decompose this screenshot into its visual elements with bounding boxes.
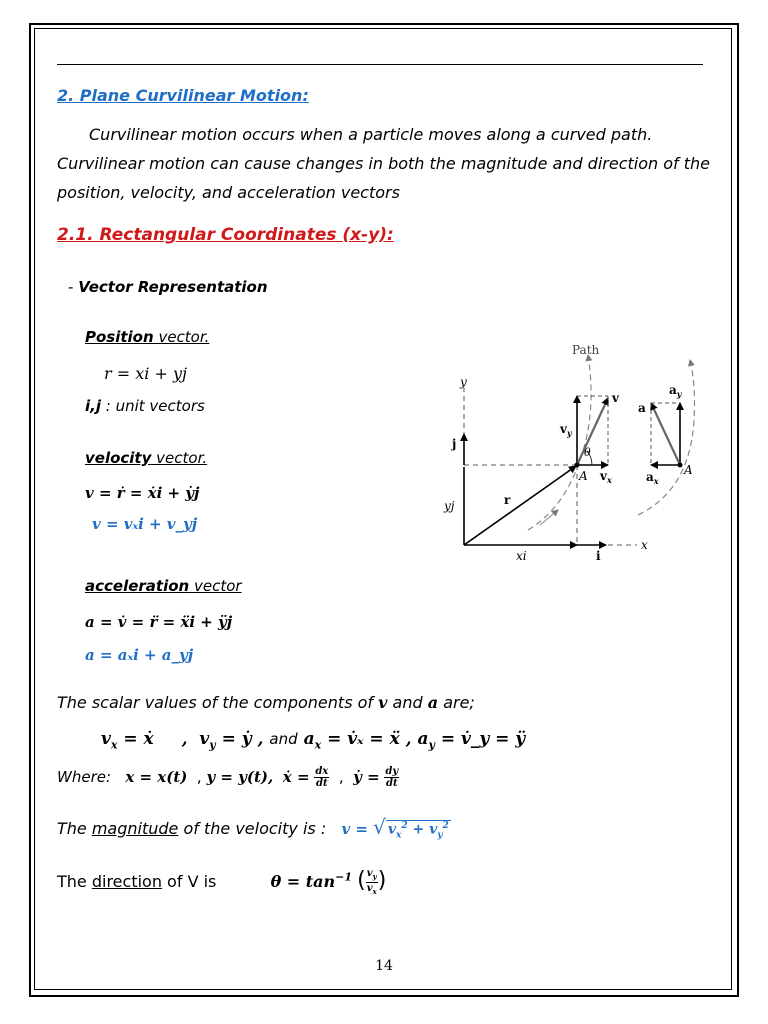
paragraph-line-1: Curvilinear motion occurs when a particle moves along a curved path. [89, 125, 653, 144]
position-vector-word: vector. [153, 328, 210, 346]
sqrt-expression: $v_x^2 + v_y^2$ [387, 821, 449, 841]
section-heading: 2. Plane Curvilinear Motion: [57, 86, 309, 105]
xi-label: xi [516, 549, 527, 563]
vy-vx-fraction [366, 868, 378, 897]
x-of-t: x = x(t) [125, 768, 188, 786]
j-label: j [452, 437, 457, 451]
x-axis-label: x [641, 538, 648, 552]
direction-line [57, 868, 386, 897]
magnitude-v-eq: v = [341, 820, 368, 838]
a-point-label-2: A [684, 463, 693, 477]
xdot-eq: ẋ = [282, 768, 310, 786]
position-label [85, 328, 209, 346]
r-vector [464, 466, 576, 545]
intro-paragraph [57, 120, 717, 207]
unit-vectors-text: : unit vectors [100, 397, 205, 415]
dx-numerator: dx [315, 766, 329, 777]
y-of-t: y = y(t), [206, 768, 274, 786]
scalar-and: and [392, 693, 423, 712]
curvilinear-motion-figure [440, 330, 730, 565]
ay-equation: = v̇_y = ÿ [440, 729, 526, 749]
path-curve [528, 355, 591, 530]
inverse-exponent: −1 [335, 870, 353, 884]
vy-numerator: $v_y$ [366, 868, 377, 881]
direction-equation: θ = tan [270, 872, 336, 891]
ay-label: $a_y$ [669, 383, 682, 399]
scalar-are: are; [443, 693, 475, 712]
point-a-2 [678, 463, 683, 468]
v-label: v [612, 391, 619, 405]
vector-representation-title: Vector Representation [78, 278, 268, 296]
dy-dt-fraction [384, 766, 399, 789]
y-axis-label: y [460, 375, 467, 389]
bullet: - [68, 278, 74, 296]
paren-open: ( [357, 868, 366, 893]
theta-label: θ [584, 446, 591, 459]
direction-post: of V is [161, 872, 217, 891]
header-rule [57, 64, 703, 65]
unit-vectors-symbol: i,j [85, 397, 101, 415]
velocity-word: velocity [85, 449, 152, 467]
paragraph-line-3: position, velocity, and acceleration vectors [57, 183, 400, 202]
magnitude-line [57, 815, 451, 841]
ax-equation: = v̇ₓ = ẍ [327, 729, 400, 749]
components-equations: $v_x$ = ẋ , $v_y$ = ẏ , and $a_x$ = v̇ₓ = ẍ , $a_y$ = v̇_y = ÿ [101, 729, 526, 752]
subsection-heading: 2.1. Rectangular Coordinates (x-y): [57, 225, 394, 245]
dy-denominator: dt [386, 778, 398, 789]
position-equation: r = xi + yj [104, 364, 187, 383]
a-label: a [638, 401, 646, 415]
path-label: Path [572, 343, 600, 357]
direction-pre: The [57, 872, 92, 891]
point-a [575, 463, 580, 468]
vy-symbol: $v_y$ [199, 729, 216, 752]
dx-dt-fraction [314, 766, 329, 789]
magnitude-post: of the velocity is : [178, 819, 327, 838]
acceleration-vector-word: vector [189, 577, 242, 595]
vector-representation [68, 278, 268, 296]
vx-symbol: $v_x$ [101, 729, 118, 752]
a-vector [651, 403, 680, 465]
scalar-intro-text: The scalar values of the components of [57, 693, 374, 712]
ax-symbol: $a_x$ [303, 729, 322, 752]
page-number: 14 [375, 958, 393, 974]
ay-symbol: $a_y$ [417, 729, 435, 752]
scalar-v-symbol: v [378, 693, 388, 712]
vy-label: $v_y$ [560, 422, 572, 438]
acceleration-equation: a = v̇ = r̈ = ẍi + ÿj [85, 613, 233, 631]
scalar-a-symbol: a [427, 693, 439, 712]
dy-numerator: dy [385, 766, 399, 777]
ax-label: $a_x$ [646, 470, 659, 486]
where-line: Where: x = x(t) , y = y(t), ẋ = $\frac{dx}{dt}$ , ẏ = $\frac{dy}{dt}$ [57, 766, 399, 789]
v-vector [577, 398, 608, 465]
direction-word: direction [91, 872, 162, 891]
paragraph-line-2: Curvilinear motion can cause changes in both the magnitude and direction of the [57, 154, 710, 173]
magnitude-pre: The [57, 819, 92, 838]
vx-denominator: $v_x$ [366, 883, 377, 896]
velocity-equation: v = ṙ = ẋi + ẏj [85, 484, 200, 502]
ydot-eq: ẏ = [353, 768, 380, 786]
vx-label: $v_x$ [600, 469, 612, 485]
acceleration-word: acceleration [85, 577, 190, 595]
unit-vectors-note [85, 397, 205, 415]
vy-equation: = ẏ [221, 729, 252, 749]
i-label: i [596, 549, 601, 563]
components-and: and [269, 730, 298, 748]
where-label: Where: [57, 768, 112, 786]
magnitude-word: magnitude [91, 819, 179, 838]
r-label: r [504, 493, 511, 507]
velocity-label [85, 449, 207, 467]
velocity-component-equation: v = vₓi + v_yj [92, 515, 198, 533]
sqrt-sign: √ [373, 815, 386, 839]
vx-equation: = ẋ [123, 729, 154, 749]
scalar-intro [57, 693, 475, 712]
velocity-vector-word: vector. [151, 449, 208, 467]
dx-denominator: dt [315, 778, 328, 789]
path-arrow [540, 510, 558, 525]
position-word: Position [85, 328, 154, 346]
acceleration-component-equation: a = aₓi + a_yj [85, 646, 194, 664]
yj-label: yj [444, 499, 455, 513]
acceleration-label [85, 577, 242, 595]
paren-close: ) [377, 868, 387, 893]
a-point-label: A [579, 469, 588, 483]
